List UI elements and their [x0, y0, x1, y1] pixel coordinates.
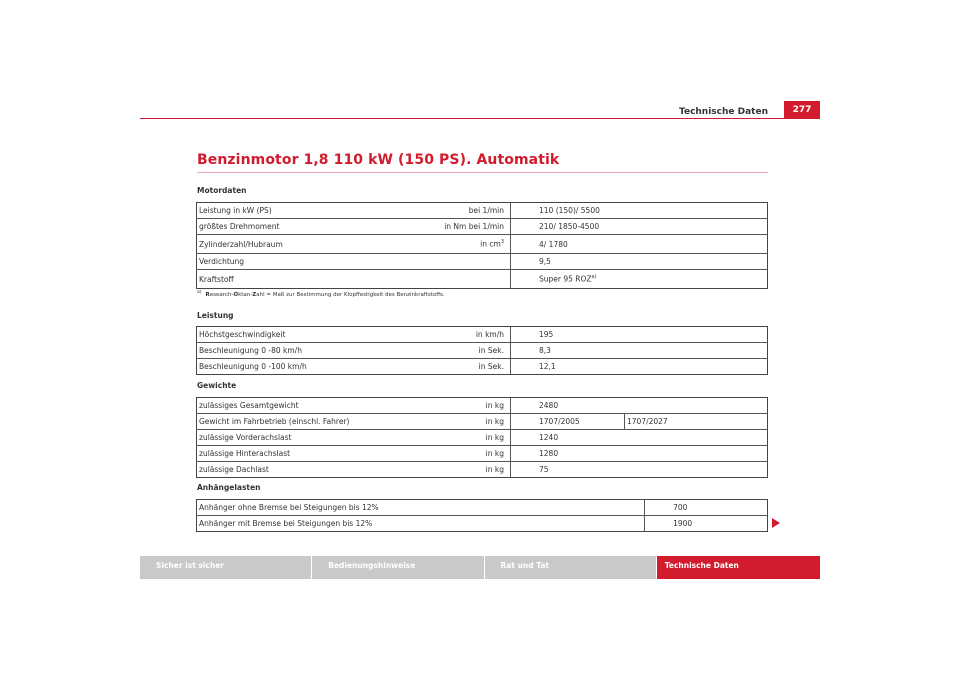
table-row	[197, 398, 768, 414]
table-row	[197, 430, 768, 446]
row-value: 1240	[511, 430, 625, 446]
footnote-marker: a)	[197, 290, 202, 295]
row-value: 1280	[511, 446, 625, 462]
row-value: 75	[511, 462, 625, 478]
row-value: 4/ 1780	[511, 235, 625, 254]
row-unit	[423, 235, 511, 254]
row-unit: in kg	[423, 462, 511, 478]
row-label: Beschleunigung 0 -100 km/h	[197, 359, 423, 375]
row-value-extra	[625, 219, 768, 235]
row-unit: in kg	[423, 430, 511, 446]
row-unit	[423, 254, 511, 270]
table-row	[197, 343, 768, 359]
row-value-extra	[625, 446, 768, 462]
table-row	[197, 235, 768, 254]
footer-tab-sicher-ist-sicher[interactable]: Sicher ist sicher	[140, 556, 312, 579]
footnote-text-2: ktan-	[238, 291, 253, 298]
table-row	[197, 516, 768, 532]
row-value-extra	[625, 203, 768, 219]
table-row	[197, 203, 768, 219]
row-value-extra	[625, 430, 768, 446]
row-value: 2480	[511, 398, 625, 414]
row-value: 12,1	[511, 359, 625, 375]
row-value-extra	[625, 462, 768, 478]
row-value-extra	[625, 254, 768, 270]
footnote-text-1: esearch-	[209, 291, 234, 298]
leistung-table	[196, 326, 768, 375]
row-label: Kraftstoff	[197, 270, 423, 289]
row-value-extra	[759, 500, 768, 516]
row-unit: in Nm bei 1/min	[423, 219, 511, 235]
value-text: Super 95 ROZ	[539, 274, 592, 284]
row-value-extra	[625, 327, 768, 343]
row-unit: in Sek.	[423, 359, 511, 375]
row-value-extra	[625, 343, 768, 359]
row-value-extra	[625, 270, 768, 289]
footnote-letter-o: O	[233, 291, 239, 298]
row-label: Anhänger mit Bremse bei Steigungen bis 12%	[197, 516, 645, 532]
row-label: Leistung in kW (PS)	[197, 203, 423, 219]
footnote	[197, 290, 445, 298]
row-value: 110 (150)/ 5500	[511, 203, 625, 219]
table-row	[197, 500, 768, 516]
row-value-extra	[625, 398, 768, 414]
row-unit: bei 1/min	[423, 203, 511, 219]
section-label-gewichte: Gewichte	[197, 381, 237, 390]
row-label: größtes Drehmoment	[197, 219, 423, 235]
table-row	[197, 414, 768, 430]
footer-nav	[140, 556, 820, 579]
row-value: 195	[511, 327, 625, 343]
unit-superscript: 3	[500, 239, 504, 246]
row-value: 9,5	[511, 254, 625, 270]
row-label: Verdichtung	[197, 254, 423, 270]
row-unit	[423, 270, 511, 289]
footnote-ref: a)	[591, 274, 597, 281]
row-label: Zylinderzahl/Hubraum	[197, 235, 423, 254]
anhaengelasten-table	[196, 499, 768, 532]
row-unit: in kg	[423, 414, 511, 430]
row-value-extra: 1707/2027	[625, 414, 768, 430]
row-value: 1900	[645, 516, 759, 532]
row-value-extra	[759, 516, 768, 532]
row-value: 1707/2005	[511, 414, 625, 430]
table-row	[197, 446, 768, 462]
table-row	[197, 254, 768, 270]
section-label-motordaten: Motordaten	[197, 186, 247, 195]
footnote-text-3: ahl = Maß zur Bestimmung der Klopffestigkeit des Benzinkraftstoffs.	[256, 291, 445, 298]
table-row	[197, 270, 768, 289]
gewichte-table	[196, 397, 768, 478]
section-label-anhaengelasten: Anhängelasten	[197, 483, 261, 492]
row-unit: in Sek.	[423, 343, 511, 359]
row-unit: in kg	[423, 446, 511, 462]
row-unit: in km/h	[423, 327, 511, 343]
footer-tab-bedienungshinweise[interactable]: Bedienungshinweise	[312, 556, 484, 579]
section-label-leistung: Leistung	[197, 311, 234, 320]
row-label: Gewicht im Fahrbetrieb (einschl. Fahrer)	[197, 414, 423, 430]
row-label: zulässige Dachlast	[197, 462, 423, 478]
row-value	[511, 270, 625, 289]
table-row	[197, 462, 768, 478]
row-value: 210/ 1850-4500	[511, 219, 625, 235]
footnote-letter-r: R	[205, 291, 210, 298]
row-label: zulässiges Gesamtgewicht	[197, 398, 423, 414]
header-title: Technische Daten	[679, 107, 768, 117]
page-title: Benzinmotor 1,8 110 kW (150 PS). Automatik	[197, 152, 560, 168]
unit-text: in cm	[480, 239, 501, 249]
table-row	[197, 327, 768, 343]
row-unit: in kg	[423, 398, 511, 414]
triangle-right-icon[interactable]	[772, 518, 780, 528]
row-label: Höchstgeschwindigkeit	[197, 327, 423, 343]
page-number: 277	[784, 101, 820, 119]
title-divider	[197, 172, 768, 173]
header-divider	[140, 118, 820, 119]
footnote-letter-z: Z	[252, 291, 257, 298]
row-value: 8,3	[511, 343, 625, 359]
footer-tab-technische-daten[interactable]: Technische Daten	[657, 556, 820, 579]
table-row	[197, 359, 768, 375]
row-value-extra	[625, 359, 768, 375]
table-row	[197, 219, 768, 235]
row-value-extra	[625, 235, 768, 254]
footer-tab-rat-und-tat[interactable]: Rat und Tat	[485, 556, 657, 579]
row-label: zulässige Hinterachslast	[197, 446, 423, 462]
motordaten-table	[196, 202, 768, 289]
row-label: zulässige Vorderachslast	[197, 430, 423, 446]
row-label: Anhänger ohne Bremse bei Steigungen bis 12%	[197, 500, 645, 516]
row-value: 700	[645, 500, 759, 516]
row-label: Beschleunigung 0 -80 km/h	[197, 343, 423, 359]
